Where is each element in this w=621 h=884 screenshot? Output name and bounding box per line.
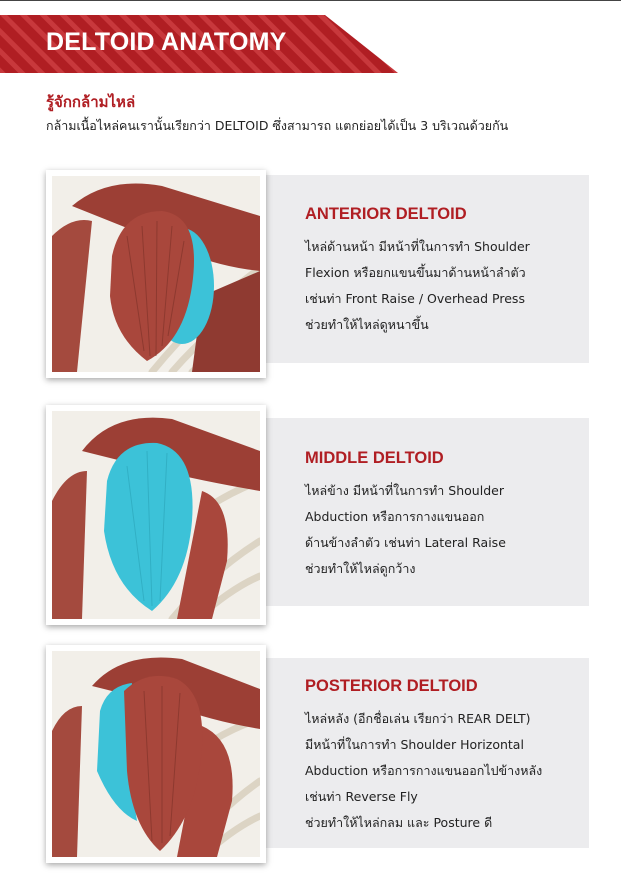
section-title: MIDDLE DELTOID <box>305 449 444 467</box>
section-line: เช่นท่า Reverse Fly <box>305 789 418 804</box>
page-title: DELTOID ANATOMY <box>46 28 287 56</box>
section-line: ช่วยทำให้ไหล่ดูกว้าง <box>305 561 416 576</box>
section-line: Flexion หรือยกแขนขึ้นมาด้านหน้าลำตัว <box>305 265 526 280</box>
section-line: Abduction หรือการกางแขนออก <box>305 509 485 524</box>
section-line: มีหน้าที่ในการทำ Shoulder Horizontal <box>305 737 524 752</box>
section-line: ไหล่หลัง (อีกชื่อเล่น เรียกว่า REAR DELT) <box>305 711 531 726</box>
section-title: POSTERIOR DELTOID <box>305 677 478 695</box>
anterior-deltoid-illustration <box>52 176 260 372</box>
section-line: ช่วยทำให้ไหล่กลม และ Posture ดี <box>305 815 493 830</box>
intro-heading: รู้จักกล้ามไหล่ <box>46 93 136 111</box>
middle-deltoid-illustration <box>52 411 260 619</box>
section-line: ไหล่ด้านหน้า มีหน้าที่ในการทำ Shoulder <box>305 239 530 254</box>
section-line: ไหล่ข้าง มีหน้าที่ในการทำ Shoulder <box>305 483 504 498</box>
anterior-photo-frame <box>46 170 266 378</box>
section-title: ANTERIOR DELTOID <box>305 205 467 223</box>
posterior-deltoid-illustration <box>52 651 260 857</box>
section-line: Abduction หรือการกางแขนออกไปข้างหลัง <box>305 763 543 778</box>
section-line: ช่วยทำให้ไหล่ดูหนาขึ้น <box>305 317 429 332</box>
middle-photo-frame <box>46 405 266 625</box>
posterior-photo-frame <box>46 645 266 863</box>
section-line: ด้านข้างลำตัว เช่นท่า Lateral Raise <box>305 535 506 550</box>
section-line: เช่นท่า Front Raise / Overhead Press <box>305 291 525 306</box>
intro-text: กล้ามเนื้อไหล่คนเรานั้นเรียกว่า DELTOID ซึ่งสามารถ แตกย่อยได้เป็น 3 บริเวณด้วยกัน <box>46 118 509 133</box>
top-rule <box>0 0 621 1</box>
